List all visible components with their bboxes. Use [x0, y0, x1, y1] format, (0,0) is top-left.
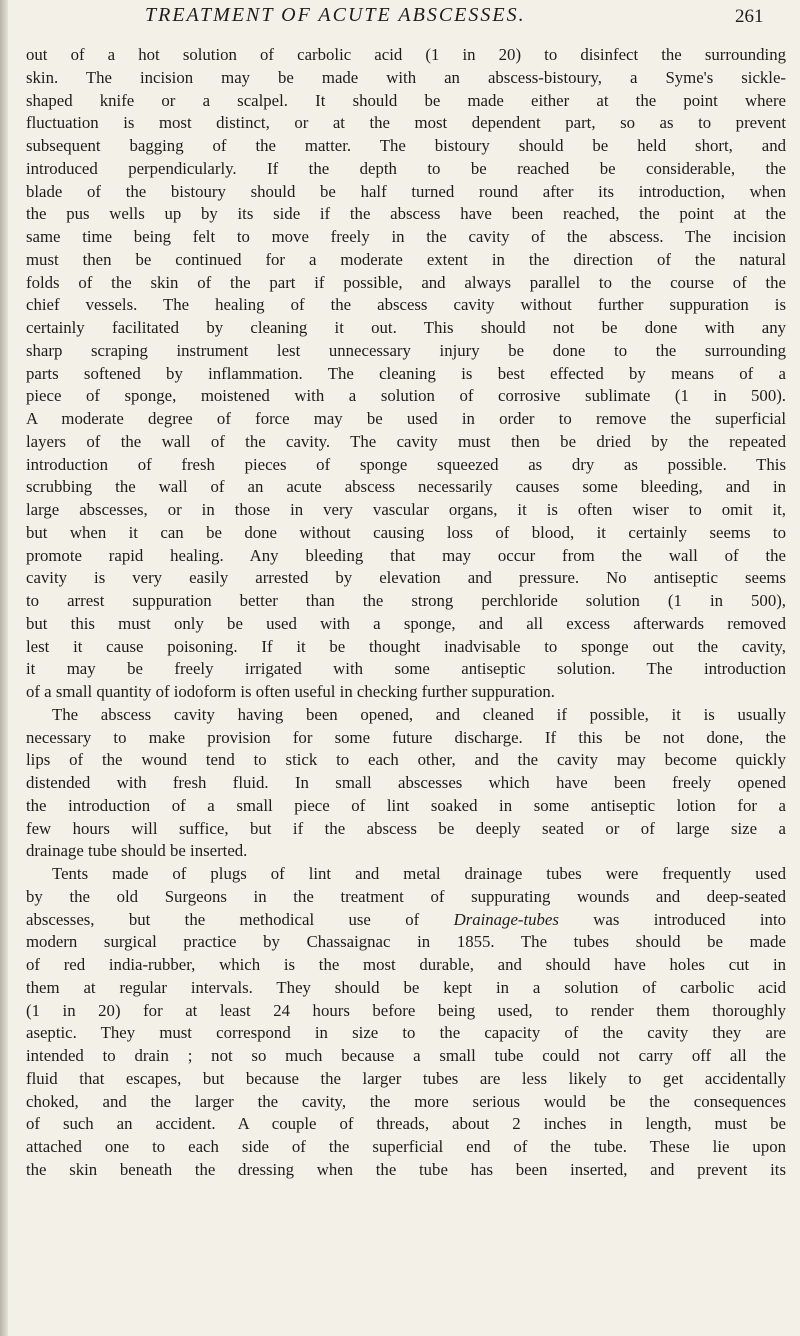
text-line: modern surgical practice by Chassaignac in 1855. The tubes should be made	[26, 932, 786, 952]
text-line: fluid that escapes, but because the larger tubes are less likely to get accidentally	[26, 1068, 786, 1088]
text-line: subsequent bagging of the matter. The bistoury should be held short, and	[26, 136, 786, 155]
text-line: cavity is very easily arrested by elevation and pressure. No antiseptic seems	[26, 568, 786, 588]
text-line: Tents made of plugs of lint and metal drainage tubes were frequently used	[52, 864, 786, 883]
text-line: promote rapid healing. Any bleeding that may occur from the wall of the	[26, 545, 786, 565]
body-text	[26, 44, 786, 1182]
text-line: it may be freely irrigated with some antiseptic solution. The introduction	[26, 659, 786, 679]
text-line: layers of the wall of the cavity. The cavity must then be dried by the repeated	[26, 431, 786, 451]
text-line: sharp scraping instrument lest unnecessary injury be done to the surrounding	[26, 340, 786, 360]
text-line: of a small quantity of iodoform is often useful in checking further suppuration.	[26, 682, 555, 701]
text-line: same time being felt to move freely in the cavity of the abscess. The incision	[26, 227, 786, 246]
text-line: lest it cause poisoning. If it be thought inadvisable to sponge out the cavity,	[26, 636, 786, 656]
text-line: parts softened by inflammation. The cleaning is best effected by means of a	[26, 363, 786, 383]
text-line: intended to drain ; not so much because a small tube could not carry off all the	[26, 1046, 786, 1065]
text-line: to arrest suppuration better than the strong perchloride solution (1 in 500),	[26, 591, 786, 610]
text-line: introduction of fresh pieces of sponge squeezed as dry as possible. This	[26, 454, 786, 474]
italic-term: Drainage-tubes	[453, 909, 559, 929]
text-line: introduced perpendicularly. If the depth to be reached be considerable, the	[26, 158, 786, 178]
text-line: few hours will suffice, but if the abscess be deeply seated or of large size a	[26, 818, 786, 838]
text-line: lips of the wound tend to stick to each other, and the cavity may become quickly	[26, 750, 786, 770]
text-line: certainly facilitated by cleaning it out. This should not be done with any	[26, 318, 786, 337]
text-line: the introduction of a small piece of lint soaked in some antiseptic lotion for a	[26, 795, 786, 815]
text-line: of red india-rubber, which is the most durable, and should have holes cut in	[26, 955, 786, 974]
page-binding-edge	[0, 0, 8, 1336]
text-line: The abscess cavity having been opened, and cleaned if possible, it is usually	[52, 704, 786, 724]
text-line: attached one to each side of the superficial end of the tube. These lie upon	[26, 1137, 786, 1156]
text-line: must then be continued for a moderate extent in the direction of the natural	[26, 249, 786, 269]
text-line: scrubbing the wall of an acute abscess necessarily causes some bleeding, and in	[26, 477, 786, 497]
text-line: large abscesses, or in those in very vascular organs, it is often wiser to omit it,	[26, 500, 786, 519]
text-line: distended with fresh fluid. In small abscesses which have been freely opened	[26, 773, 786, 792]
text-line: necessary to make provision for some future discharge. If this be not done, the	[26, 727, 786, 747]
text-line: choked, and the larger the cavity, the more serious would be the consequences	[26, 1091, 786, 1111]
text-line: skin. The incision may be made with an abscess-bistoury, a Syme's sickle-	[26, 67, 786, 87]
text-line: the skin beneath the dressing when the tube has been inserted, and prevent its	[26, 1159, 786, 1179]
page-number: 261	[735, 6, 764, 27]
text-line: by the old Surgeons in the treatment of suppurating wounds and deep-seated	[26, 886, 786, 906]
text-line: A moderate degree of force may be used in order to remove the superficial	[26, 409, 786, 428]
text-line: of such an accident. A couple of threads, about 2 inches in length, must be	[26, 1114, 786, 1134]
text-line: folds of the skin of the part if possible, and always parallel to the course of the	[26, 272, 786, 292]
text-line: aseptic. They must correspond in size to the capacity of the cavity they are	[26, 1023, 786, 1043]
text-line: but when it can be done without causing loss of blood, it certainly seems to	[26, 522, 786, 542]
text-line: fluctuation is most distinct, or at the most dependent part, so as to prevent	[26, 113, 786, 133]
text-line: abscesses, but the methodical use of Drainage-tubes was introduced into	[26, 909, 786, 929]
text-line: chief vessels. The healing of the abscess cavity without further suppuration is	[26, 295, 786, 315]
text-line: (1 in 20) for at least 24 hours before being used, to render them thoroughly	[26, 1000, 786, 1020]
text-line: blade of the bistoury should be half turned round after its introduction, when	[26, 181, 786, 201]
running-title: TREATMENT OF ACUTE ABSCESSES.	[145, 4, 526, 26]
running-header	[0, 4, 800, 38]
text-line: out of a hot solution of carbolic acid (1 in 20) to disinfect the surrounding	[26, 45, 786, 64]
text-line: but this must only be used with a sponge, and all excess afterwards removed	[26, 613, 786, 633]
text-line: drainage tube should be inserted.	[26, 841, 248, 861]
text-line: them at regular intervals. They should be kept in a solution of carbolic acid	[26, 977, 786, 997]
text-line: piece of sponge, moistened with a solution of corrosive sublimate (1 in 500).	[26, 386, 786, 406]
text-line: shaped knife or a scalpel. It should be made either at the point where	[26, 90, 786, 110]
text-line: the pus wells up by its side if the abscess have been reached, the point at the	[26, 204, 786, 224]
